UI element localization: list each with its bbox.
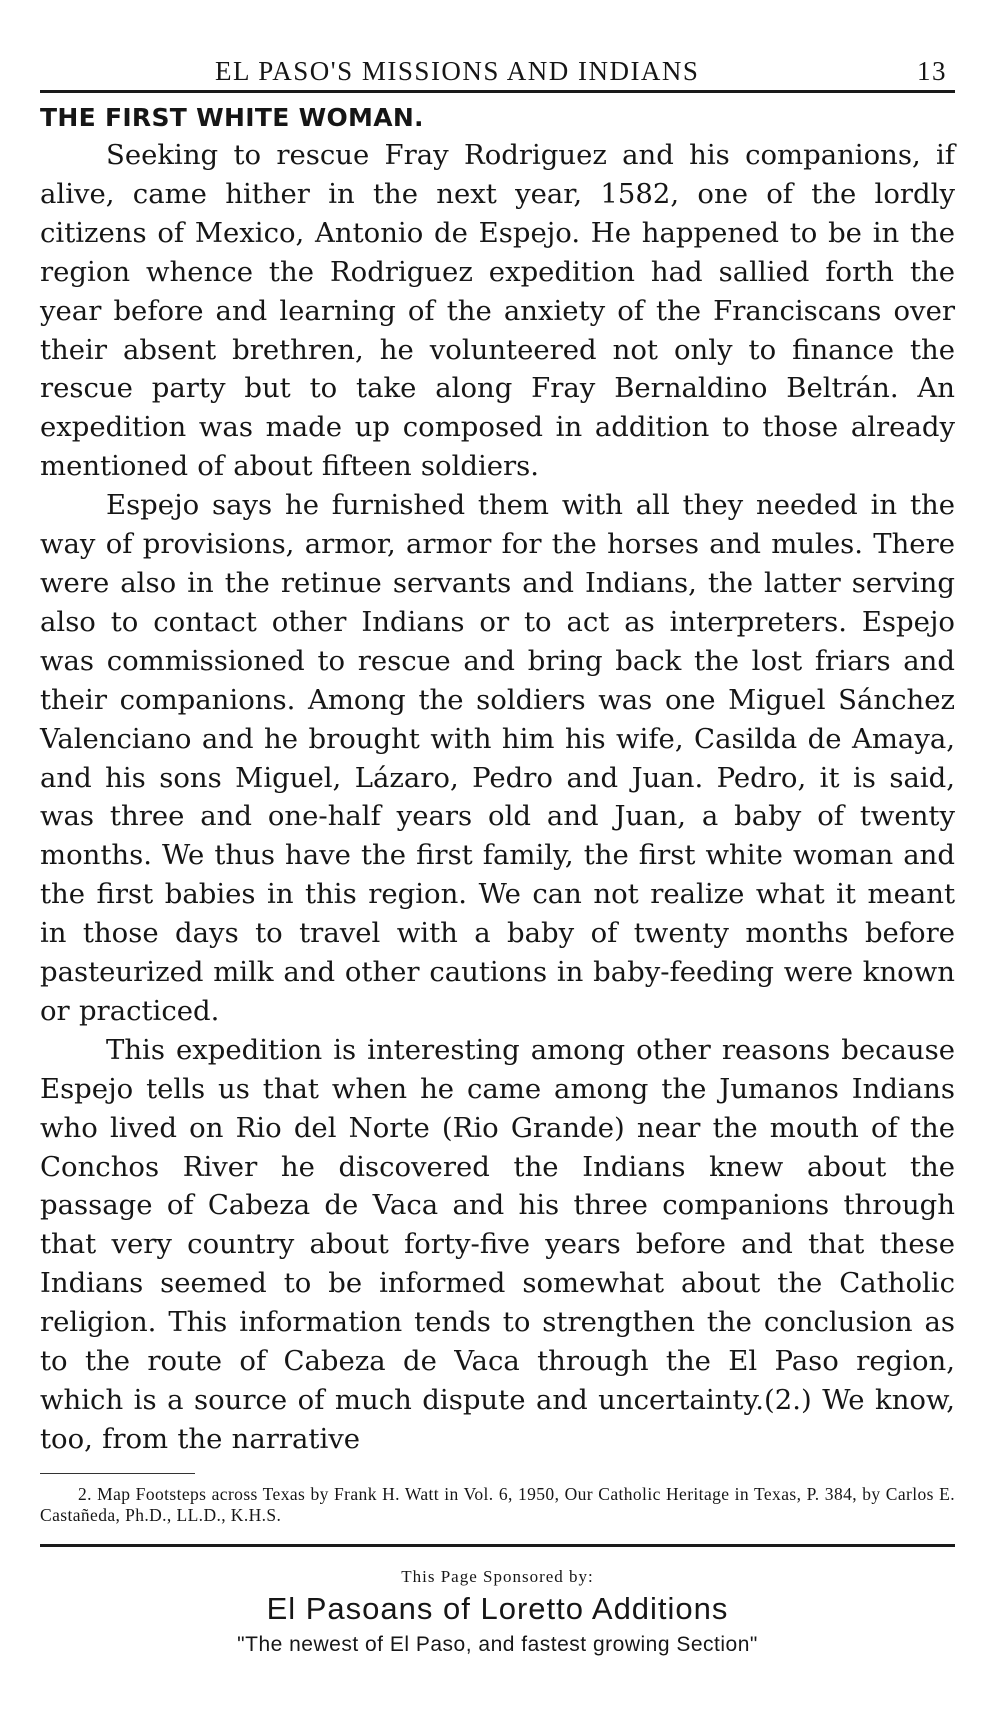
sponsor-name: El Pasoans of Loretto Additions <box>266 1590 729 1626</box>
sponsor-block <box>40 1567 955 1657</box>
footnote-divider <box>40 1473 195 1474</box>
running-header <box>40 50 955 93</box>
body-text <box>40 136 955 1459</box>
sponsor-note: This Page Sponsored by: <box>401 1566 594 1586</box>
footnote: 2. Map Footsteps across Texas by Frank H. Watt in Vol. 6, 1950, Our Catholic Heritage in Texas, P. 384, by Carlos E. Castañeda, Ph.D., LL.D., K.H.S. <box>40 1483 955 1525</box>
book-page <box>40 50 955 1657</box>
paragraph: Seeking to rescue Fray Rodriguez and his companions, if alive, came hither in the next year, 1582, one of the lordly citizens of Mexico, Antonio de Espejo. He happened to be in the region whence the Rodriguez expedition had sallied forth the year before and learning of the anxiety of the Franciscans over their absent brethren, he volunteered not only to finance the rescue party but to take along Fray Bernaldino Beltrán. An expedition was made up composed in addition to those already mentioned of about fifteen soldiers. <box>40 139 955 483</box>
running-title: EL PASO'S MISSIONS AND INDIANS <box>215 56 700 86</box>
paragraph: This expedition is interesting among other reasons because Espejo tells us that when he came among the Jumanos Indians who lived on Rio del Norte (Rio Grande) near the mouth of the Conchos River he discovered the Indians knew about the passage of Cabeza de Vaca and his three companions through that very country about forty-five years before and that these Indians seemed to be informed somewhat about the Catholic religion. This information tends to strengthen the conclusion as to the route of Cabeza de Vaca through the El Paso region, which is a source of much dispute and uncertainty.(2.) We know, too, from the narrative <box>40 1033 955 1455</box>
page-number: 13 <box>917 56 947 86</box>
paragraph: Espejo says he furnished them with all they needed in the way of provisions, armor, armor for the horses and mules. There were also in the retinue servants and Indians, the latter serving also to contact other Indians or to act as interpreters. Espejo was commissioned to rescue and bring back the lost friars and their companions. Among the soldiers was one Miguel Sánchez Valenciano and he brought with him his wife, Casilda de Amaya, and his sons Miguel, Lázaro, Pedro and Juan. Pedro, it is said, was three and one-half years old and Juan, a baby of twenty months. We thus have the first family, the first white woman and the first babies in this region. We can not realize what it meant in those days to travel with a baby of twenty months before pasteurized milk and other cautions in baby-feeding were known or practiced. <box>40 489 955 1027</box>
sponsor-divider <box>40 1544 955 1547</box>
sponsor-tagline: "The newest of El Paso, and fastest growing Section" <box>237 1632 758 1656</box>
section-heading: THE FIRST WHITE WOMAN. <box>40 103 424 132</box>
